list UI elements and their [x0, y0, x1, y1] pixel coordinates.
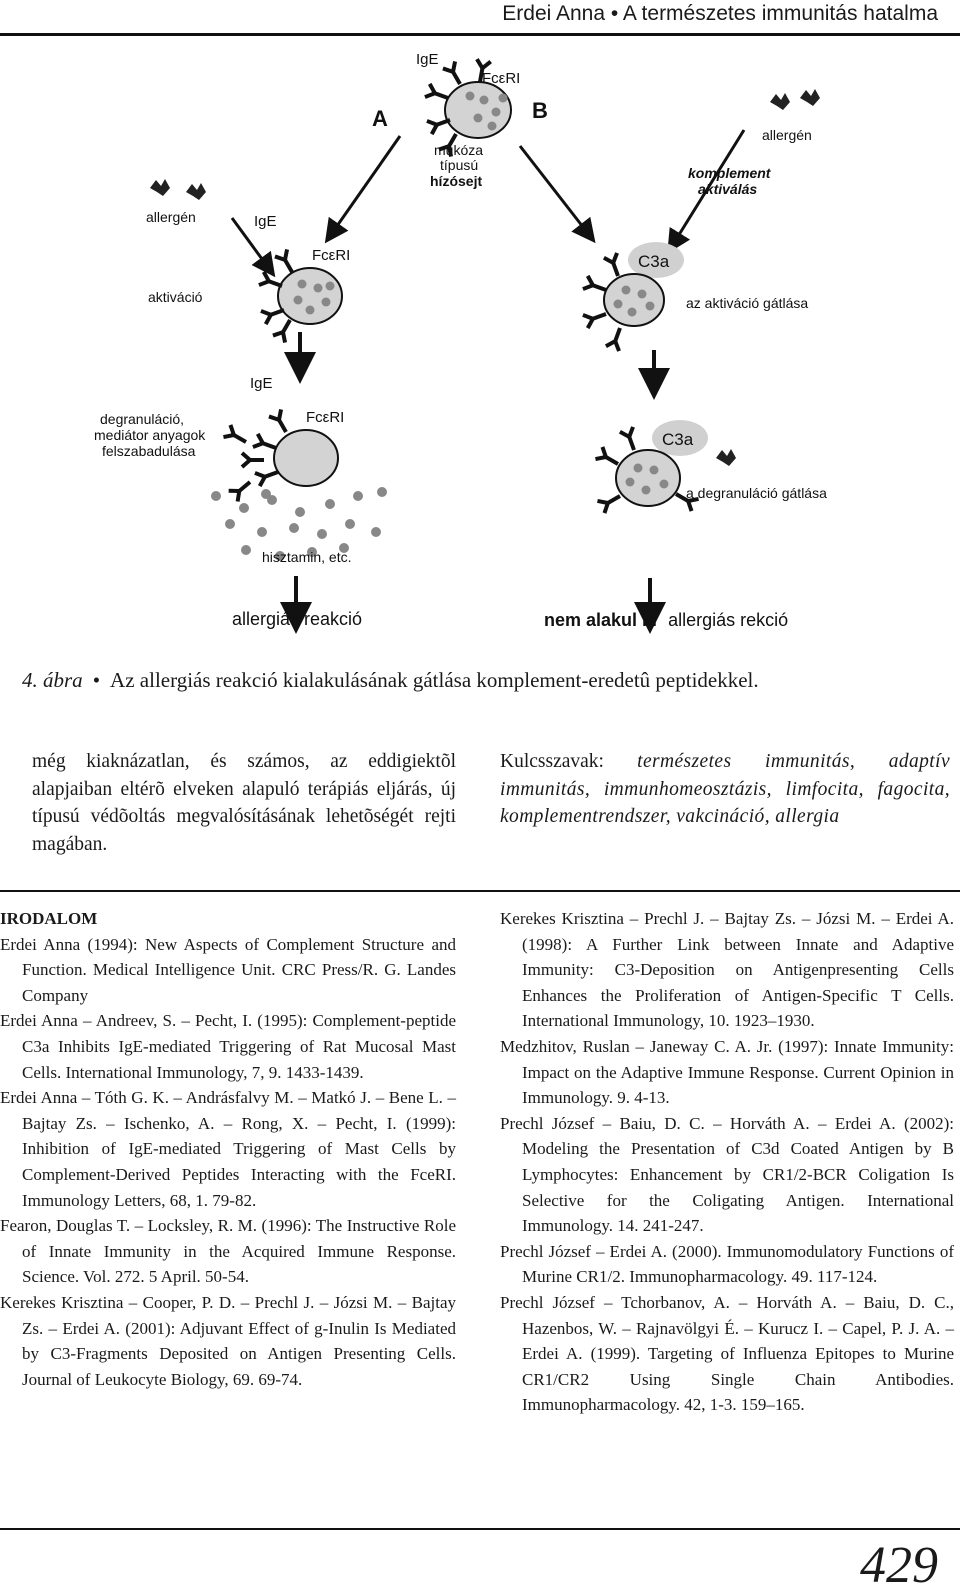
- allergen-icon: [800, 89, 820, 106]
- fig-left-fceri: FcεRI: [312, 247, 351, 264]
- page-number: 429: [860, 1537, 938, 1594]
- header-rule: [0, 33, 960, 36]
- fig-cell-label-1: mukóza: [434, 142, 484, 158]
- fig-outcome-right-rest: allergiás rekció: [668, 610, 789, 630]
- fig-left-bottom-ige: IgE: [250, 375, 273, 392]
- fig-right-allergen: allergén: [762, 127, 812, 143]
- keywords-label: Kulcsszavak:: [500, 751, 638, 772]
- allergen-icon: [716, 449, 736, 466]
- caption-bullet: •: [92, 668, 101, 692]
- footer-rule: [0, 1528, 960, 1530]
- fig-left-activation: aktiváció: [148, 289, 203, 305]
- allergen-icon: [186, 183, 206, 200]
- reference-item: Prechl József – Baiu, D. C. – Horváth A. – Erdei A. (2002): Modeling the Presentation of C3d Coated Antigen by B Lymphocytes: Enhancement by CR1/2-BCR Coligation Is Selective for the Coligating Antigen. International Immunology. 14. 241-247.: [500, 1113, 954, 1236]
- fig-center-ige: IgE: [416, 51, 439, 68]
- reference-item: Fearon, Douglas T. – Locksley, R. M. (1996): The Instructive Role of Innate Immunity in the Acquired Immune Response. Science. Vol. 272. 5 April. 50-54.: [0, 1216, 456, 1287]
- caption-text: Az allergiás reakció kialakulásának gátlása komplement-eredetû peptidekkel.: [110, 668, 759, 692]
- fig-degran-block: a degranuláció gátlása: [686, 485, 827, 501]
- fig-c3a-bottom: C3a: [662, 430, 694, 449]
- figure-number: 4. ábra: [22, 668, 83, 692]
- running-header: Erdei Anna • A természetes immunitás hatalma: [502, 2, 938, 25]
- arrow-b: [520, 146, 590, 236]
- fig-left-bottom-fceri: FcεRI: [306, 409, 345, 426]
- allergen-icon: [770, 93, 790, 110]
- keywords: [500, 748, 950, 831]
- references-heading: IRODALOM: [0, 909, 98, 928]
- fig-left-allergen: allergén: [146, 209, 196, 225]
- fig-degran-2: mediátor anyagok: [94, 427, 206, 443]
- reference-item: Kerekes Krisztina – Prechl J. – Bajtay Zs. – Józsi M. – Erdei A. (1998): A Further Link between Innate and Adaptive Immunity: C3-Deposition on Antigenpresenting Cells Enhances the Proliferation of Antigen-Specific T Cells. International Immunology, 10. 1923–1930.: [500, 909, 954, 1031]
- allergy-inhibition-figure: [0, 38, 960, 650]
- arrow-a: [330, 136, 400, 236]
- reference-item: Prechl József – Tchorbanov, A. – Horváth A. – Baiu, D. C., Hazenbos, W. – Rajnavölgyi É. – Kurucz I. – Capel, P. J. A. – Erdei A. (1999). Targeting of Influenza Epitopes to Murine CR1/CR2 Using Single Chain Antibodies. Immunopharmacology. 42, 1-3. 159–165.: [500, 1292, 954, 1415]
- fig-cell-label-2: típusú: [440, 157, 479, 173]
- fig-center-fceri: FcεRI: [482, 70, 521, 87]
- fig-outcome-right-bold: nem alakul ki: [544, 610, 658, 630]
- reference-item: Kerekes Krisztina – Cooper, P. D. – Prechl J. – Józsi M. – Bajtay Zs. – Erdei A. (2001): Adjuvant Effect of g-Inulin Is Mediated by C3-Fragments Deposited on Antigen Presenting Cells. Journal of Leukocyte Biology, 69. 69-74.: [0, 1292, 456, 1389]
- references-right-column: [500, 906, 954, 1418]
- fig-complement-2: aktiválás: [698, 181, 758, 197]
- reference-item: Erdei Anna – Tóth G. K. – Andrásfalvy M. – Matkó J. – Bene L. – Bajtay Zs. – Ischenko, A. – Rong, X. – Pecht, I. (1999): Inhibition of IgE-mediated Triggering of Mast Cells by Complement-Derived Peptides Interacting with the FceRI. Immunology Letters, 68, 1. 79-82.: [0, 1088, 456, 1210]
- fig-degran-3: felszabadulása: [102, 443, 196, 459]
- references-left-column: [0, 906, 456, 1392]
- reference-item: Medzhitov, Ruslan – Janeway C. A. Jr. (1997): Innate Immunity: Impact on the Adaptive Immune Response. Current Opinion in Immunology. 9. 4-13.: [500, 1036, 954, 1108]
- fig-cell-label-3: hízósejt: [430, 173, 483, 189]
- fig-histamine: hisztamin, etc.: [262, 549, 352, 565]
- section-rule: [0, 890, 960, 892]
- arrow-a-label: A: [372, 106, 388, 131]
- fig-activation-block: az aktiváció gátlása: [686, 295, 809, 311]
- reference-item: Prechl József – Erdei A. (2000). Immunomodulatory Functions of Murine CR1/2. Immunopharmacology. 49. 117-124.: [500, 1241, 954, 1287]
- reference-item: Erdei Anna – Andreev, S. – Pecht, I. (1995): Complement-peptide C3a Inhibits IgE-mediated Triggering of Rat Mucosal Mast Cells. International Immunology, 7, 9. 1433-1439.: [0, 1011, 456, 1082]
- reference-item: Erdei Anna (1994): New Aspects of Complement Structure and Function. Medical Intelligence Unit. CRC Press/R. G. Landes Company: [0, 934, 456, 1005]
- fig-left-ige: IgE: [254, 213, 277, 230]
- arrow-b-label: B: [532, 98, 548, 123]
- keywords-list: természetes immunitás, adaptív immunitás, immunhomeosztázis, limfocita, fagocita, komplementrendszer, vakcináció, allergia: [500, 751, 950, 827]
- figure-caption: [22, 668, 759, 693]
- fig-degran-1: degranuláció,: [100, 411, 185, 427]
- fig-complement-1: komplement: [688, 165, 771, 181]
- fig-outcome-left: allergiás reakció: [232, 609, 363, 629]
- fig-c3a-top: C3a: [638, 252, 670, 271]
- fig-outcome-right: [544, 610, 788, 630]
- allergen-icon: [150, 179, 170, 196]
- body-paragraph: még kiaknázatlan, és számos, az eddigiektõl alapjaiban eltérõ elveken alapuló terápiás eljárás, új típusú védõoltás megvalósításának lehetõségét rejti magában.: [32, 751, 456, 855]
